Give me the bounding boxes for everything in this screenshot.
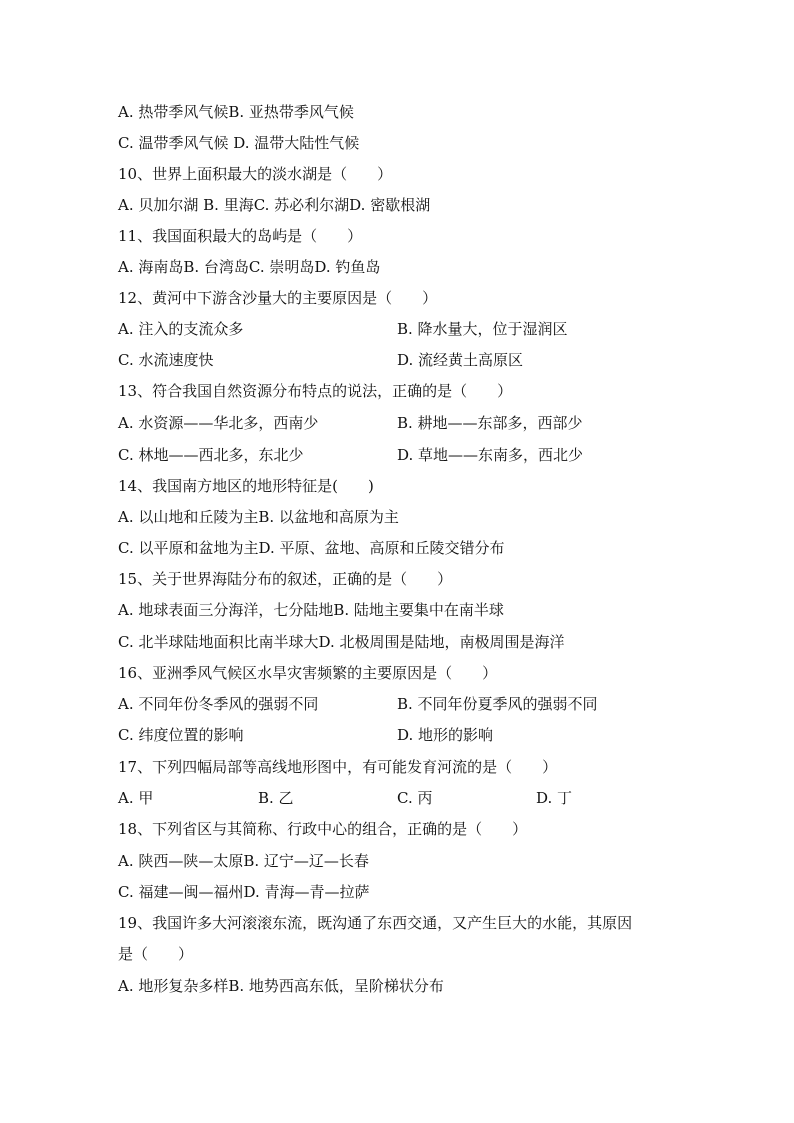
q12-option-d: D. 流经黄土高原区	[397, 351, 524, 369]
question-18: 18、下列省区与其简称、行政中心的组合，正确的是（ ）	[118, 820, 528, 838]
q11-options: A. 海南岛B. 台湾岛C. 崇明岛D. 钓鱼岛	[118, 258, 381, 276]
q16-option-d: D. 地形的影响	[397, 726, 494, 744]
q16-option-a: A. 不同年份冬季风的强弱不同	[118, 695, 319, 713]
q16-option-b: B. 不同年份夏季风的强弱不同	[397, 695, 598, 713]
q12-option-b: B. 降水量大，位于湿润区	[397, 320, 568, 338]
q15-options-line1: A. 地球表面三分海洋，七分陆地B. 陆地主要集中在南半球	[118, 601, 504, 619]
q17-option-a: A. 甲	[118, 789, 154, 807]
question-11: 11、我国面积最大的岛屿是（ ）	[118, 227, 363, 245]
q14-options-line2: C. 以平原和盆地为主D. 平原、盆地、高原和丘陵交错分布	[118, 539, 505, 557]
q13-option-a: A. 水资源——华北多，西南少	[118, 414, 319, 432]
question-19-cont: 是（ ）	[118, 945, 194, 963]
q14-options-line1: A. 以山地和丘陵为主B. 以盆地和高原为主	[118, 508, 399, 526]
q13-option-d: D. 草地——东南多，西北少	[397, 446, 584, 464]
q19-options-line1: A. 地形复杂多样B. 地势西高东低，呈阶梯状分布	[118, 977, 444, 995]
q9-options-line2: C. 温带季风气候 D. 温带大陆性气候	[118, 134, 360, 152]
q15-options-line2: C. 北半球陆地面积比南半球大D. 北极周围是陆地，南极周围是海洋	[118, 633, 565, 651]
q17-option-d: D. 丁	[536, 789, 573, 807]
q18-options-line1: A. 陕西—陕—太原B. 辽宁—辽—长春	[118, 852, 369, 870]
q12-option-c: C. 水流速度快	[118, 351, 214, 369]
q17-option-b: B. 乙	[258, 789, 294, 807]
q9-options-line1: A. 热带季风气候B. 亚热带季风气候	[118, 103, 354, 121]
question-17: 17、下列四幅局部等高线地形图中，有可能发育河流的是（ ）	[118, 758, 558, 776]
q12-option-a: A. 注入的支流众多	[118, 320, 244, 338]
q10-options: A. 贝加尔湖 B. 里海C. 苏必利尔湖D. 密歇根湖	[118, 196, 431, 214]
q16-option-c: C. 纬度位置的影响	[118, 726, 244, 744]
q17-option-c: C. 丙	[397, 789, 433, 807]
question-12: 12、黄河中下游含沙量大的主要原因是（ ）	[118, 289, 438, 307]
question-19: 19、我国许多大河滚滚东流，既沟通了东西交通，又产生巨大的水能，其原因	[118, 914, 633, 932]
q13-option-c: C. 林地——西北多，东北少	[118, 446, 304, 464]
q13-option-b: B. 耕地——东部多，西部少	[397, 414, 583, 432]
question-13: 13、符合我国自然资源分布特点的说法，正确的是（ ）	[118, 382, 513, 400]
q18-options-line2: C. 福建—闽—福州D. 青海—青—拉萨	[118, 883, 370, 901]
question-10: 10、世界上面积最大的淡水湖是（ ）	[118, 165, 393, 183]
question-14: 14、我国南方地区的地形特征是( )	[118, 477, 374, 495]
question-16: 16、亚洲季风气候区水旱灾害频繁的主要原因是（ ）	[118, 664, 498, 682]
question-15: 15、关于世界海陆分布的叙述，正确的是（ ）	[118, 570, 453, 588]
